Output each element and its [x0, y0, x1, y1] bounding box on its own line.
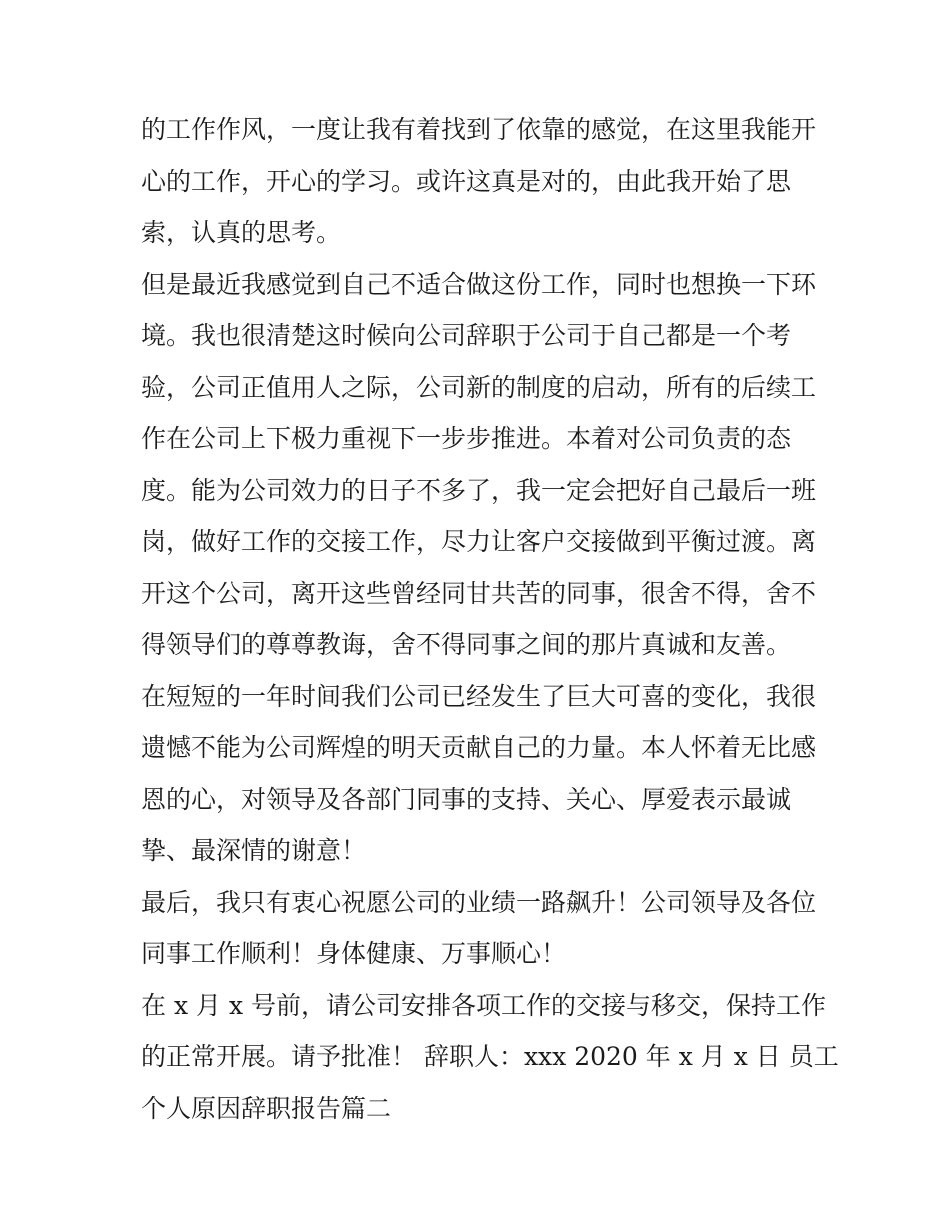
body-text — [141, 104, 839, 1134]
text-line: 挚、最深情的谢意！ — [141, 836, 367, 865]
text-line: 遗憾不能为公司辉煌的明天贡献自己的力量。本人怀着无比感 — [141, 733, 817, 762]
text-line: 度。能为公司效力的日子不多了，我一定会把好自己最后一班 — [141, 475, 817, 505]
text-line: 的工作作风，一度让我有着找到了依靠的感觉，在这里我能开 — [141, 115, 817, 144]
text-line: 在短短的一年时间我们公司已经发生了巨大可喜的变化，我很 — [141, 681, 817, 711]
text-line: 恩的心，对领导及各部门同事的支持、关心、厚爱表示最诚 — [141, 784, 792, 814]
text-line: 但是最近我感觉到自己不适合做这份工作，同时也想换一下环 — [141, 269, 817, 299]
text-line: 个人原因辞职报告篇二 — [141, 1093, 392, 1123]
text-line: 同事工作顺利！身体健康、万事顺心！ — [141, 939, 567, 968]
text-line: 最后，我只有衷心祝愿公司的业绩一路飙升！公司领导及各位 — [141, 887, 817, 917]
text-line: 的正常开展。请予批准！ 辞职人：xxx 2020 年 x 月 x 日 员工 — [141, 1042, 839, 1071]
text-line: 岗，做好工作的交接工作，尽力让客户交接做到平衡过渡。离 — [141, 527, 817, 556]
text-line: 索，认真的思考。 — [141, 218, 342, 247]
text-line: 境。我也很清楚这时候向公司辞职于公司于自己都是一个考 — [141, 321, 792, 350]
text-line: 心的工作，开心的学习。或许这真是对的，由此我开始了思 — [141, 166, 792, 196]
text-line: 得领导们的尊尊教诲，舍不得同事之间的那片真诚和友善。 — [141, 630, 792, 659]
text-line: 作在公司上下极力重视下一步步推进。本着对公司负责的态 — [141, 424, 792, 453]
text-line: 开这个公司，离开这些曾经同甘共苦的同事，很舍不得，舍不 — [141, 578, 817, 608]
text-line: 在 x 月 x 号前，请公司安排各项工作的交接与移交，保持工作 — [141, 990, 826, 1020]
text-line: 验，公司正值用人之际，公司新的制度的启动，所有的后续工 — [141, 372, 817, 402]
